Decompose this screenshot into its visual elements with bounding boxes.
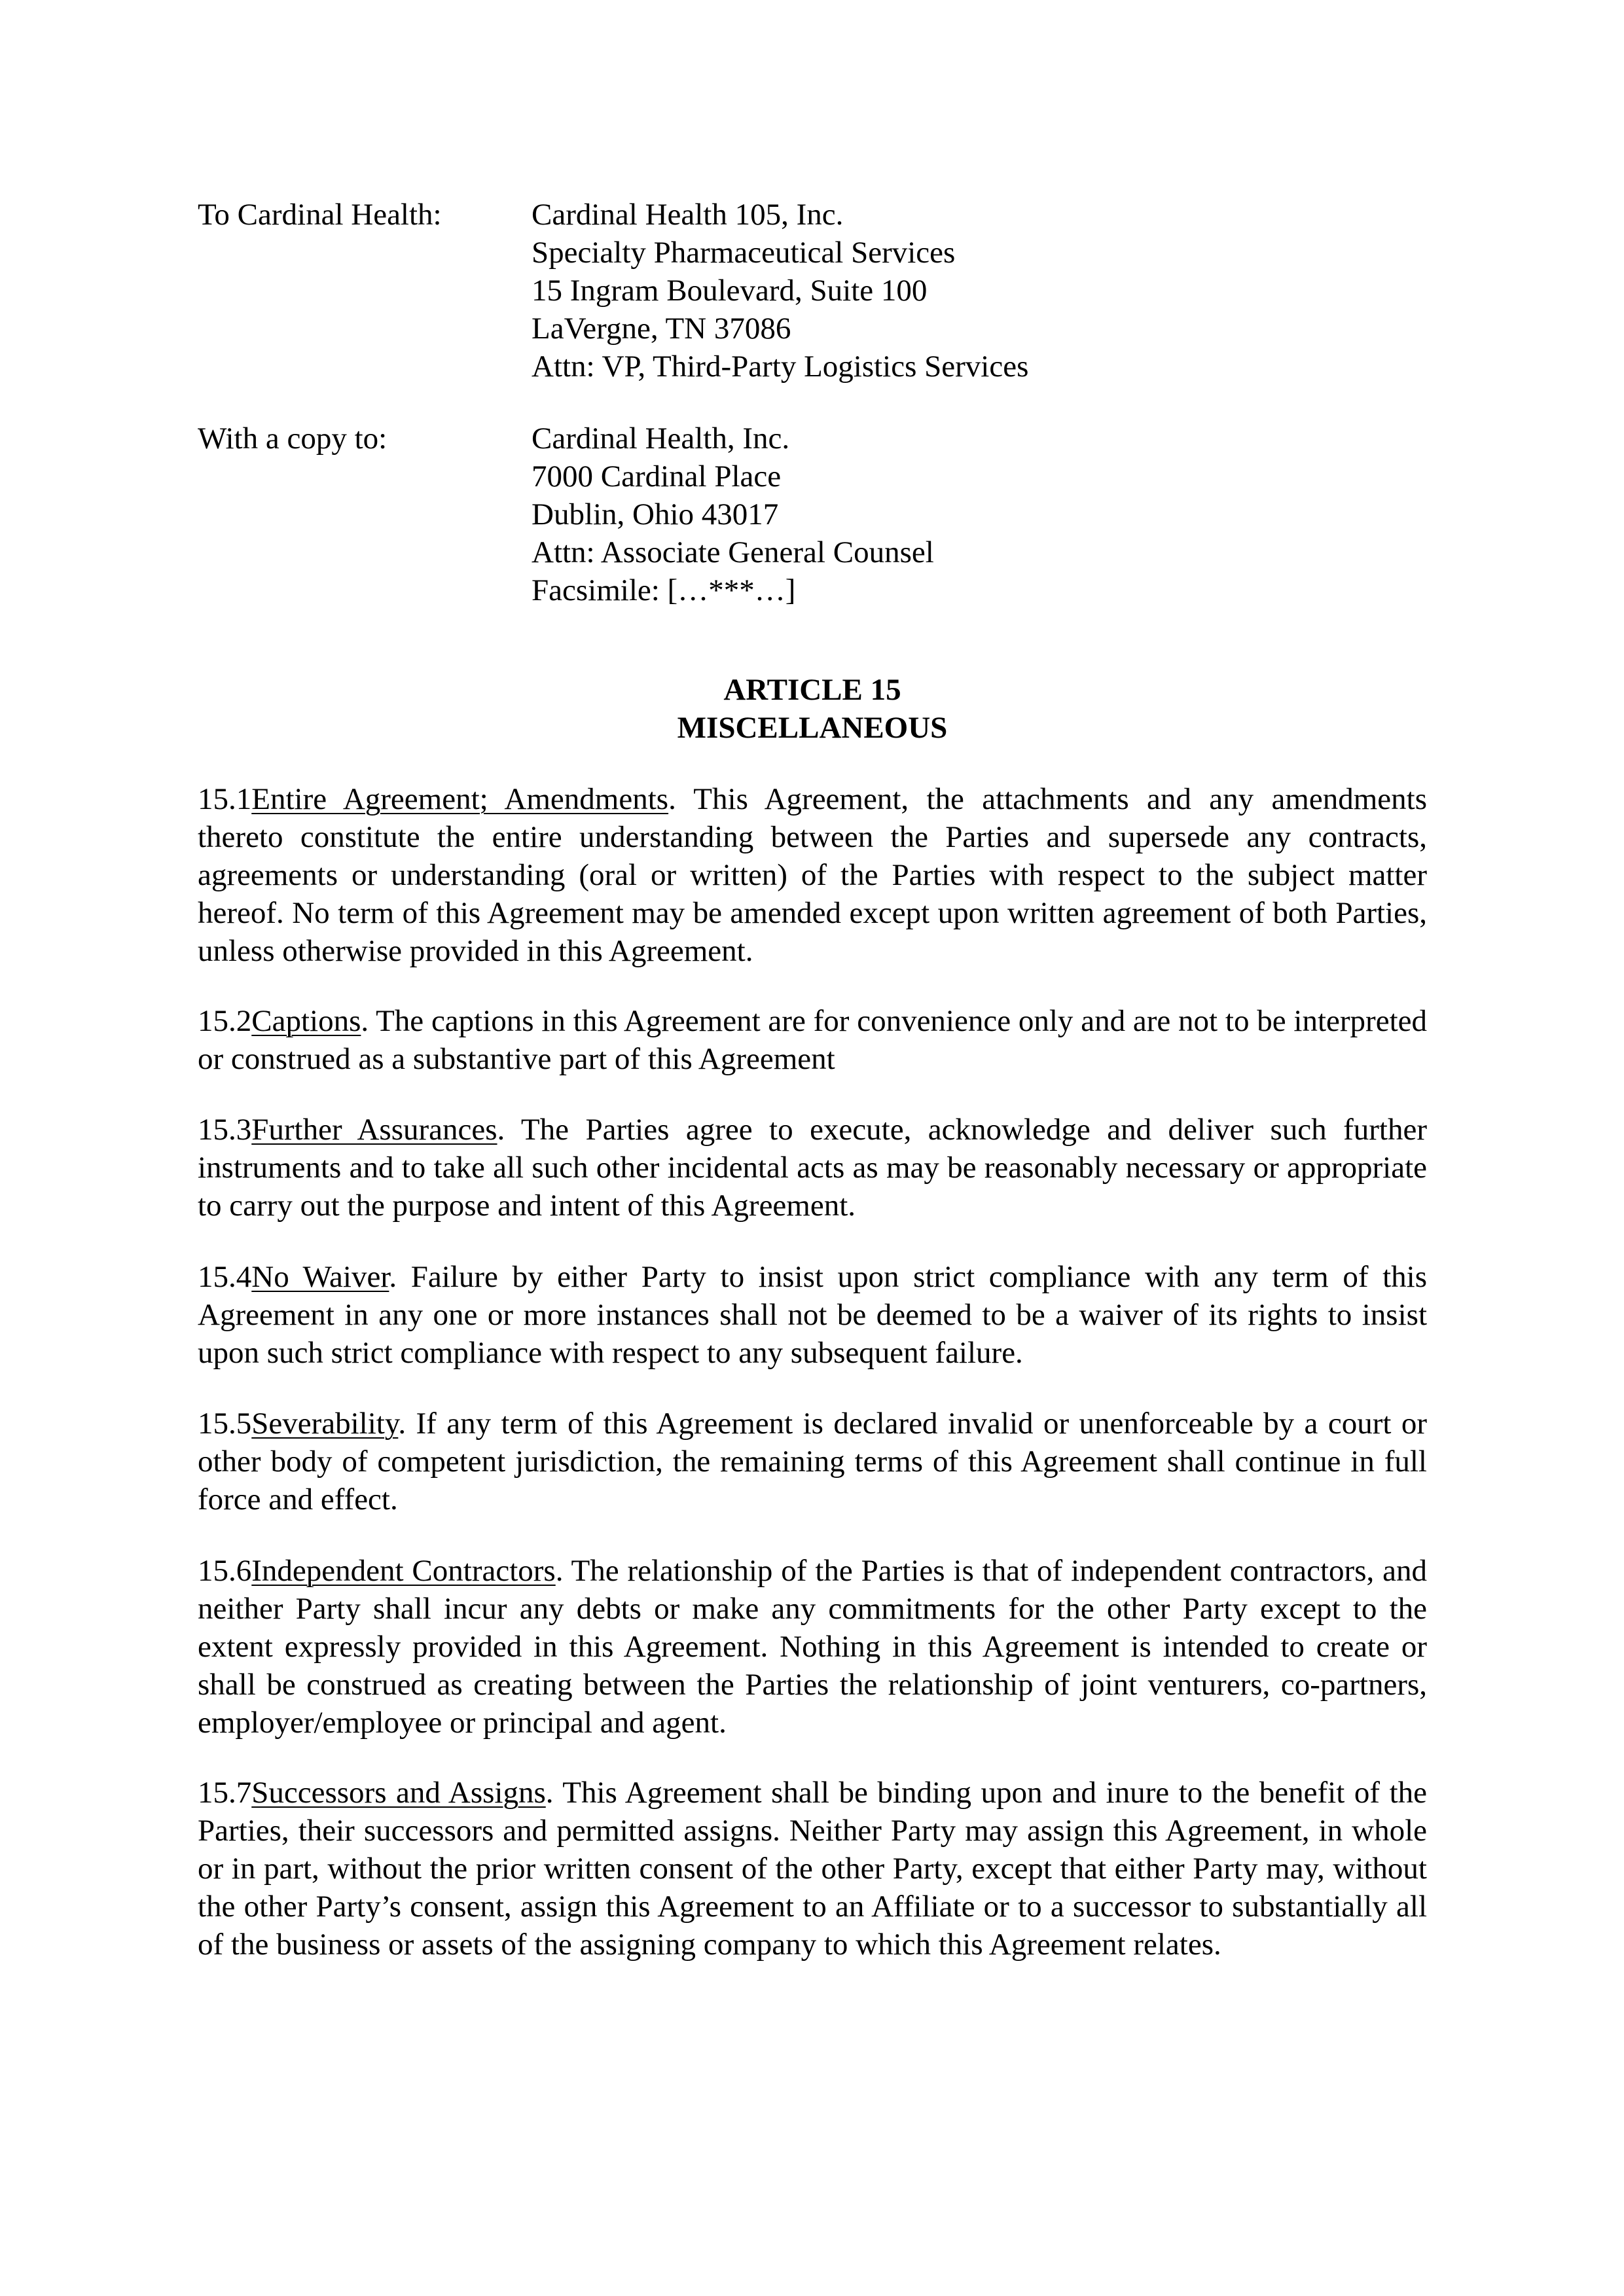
section-number: 15.3 <box>198 1113 252 1147</box>
section-heading: Severability <box>251 1407 399 1441</box>
notice-address-copy <box>198 420 1441 609</box>
address-line: Cardinal Health, Inc. <box>532 422 790 456</box>
address-line: Cardinal Health 105, Inc. <box>532 198 844 232</box>
section-heading: Captions <box>251 1004 361 1038</box>
address-line: Dublin, Ohio 43017 <box>532 497 779 531</box>
section-15-7 <box>198 1774 1427 1964</box>
section-heading: Entire Agreement; Amendments <box>251 782 669 816</box>
section-15-5 <box>198 1405 1427 1518</box>
address-line: LaVergne, TN 37086 <box>532 312 791 346</box>
address-line: 15 Ingram Boulevard, Suite 100 <box>532 274 928 308</box>
section-number: 15.5 <box>198 1407 252 1441</box>
article-title: MISCELLANEOUS <box>677 711 948 745</box>
section-15-4 <box>198 1258 1427 1372</box>
section-text: . The relationship of the Parties is that of independent contractors, and neither Party shall incur any debts or make any commitments for the other Party except to the extent expressly provided in this Agreement. Nothing in this Agreement is intended to create or shall be construed as creating between the Parties the relationship of joint venturers, co-partners, employer/employee or principal and agent. <box>198 1554 1427 1740</box>
section-text: . If any term of this Agreement is declared invalid or unenforceable by a court or other body of competent jurisdiction, the remaining terms of this Agreement shall continue in full force and effect. <box>198 1407 1427 1516</box>
section-heading: Further Assurances <box>251 1113 497 1147</box>
address-line: Specialty Pharmaceutical Services <box>532 236 956 270</box>
article-number: ARTICLE 15 <box>723 673 901 707</box>
article-heading <box>198 671 1427 747</box>
address-line: Attn: VP, Third-Party Logistics Services <box>532 350 1029 384</box>
address-line: Attn: Associate General Counsel <box>532 535 934 569</box>
section-15-2 <box>198 1002 1427 1078</box>
notice-label: With a copy to: <box>198 422 388 456</box>
address-line: Facsimile: […***…] <box>532 573 796 607</box>
section-number: 15.1 <box>198 782 252 816</box>
notice-label: To Cardinal Health: <box>198 198 442 232</box>
section-number: 15.2 <box>198 1004 252 1038</box>
section-number: 15.4 <box>198 1260 252 1294</box>
section-number: 15.6 <box>198 1554 252 1588</box>
section-15-6 <box>198 1552 1427 1742</box>
section-text: . The Parties agree to execute, acknowledge and deliver such further instruments and to take all such other incidental acts as may be reasonably necessary or appropriate to carry out the purpose and intent of this Agreement. <box>198 1113 1427 1223</box>
address-lines <box>532 420 1441 609</box>
section-text: . The captions in this Agreement are for convenience only and are not to be interpreted or construed as a substantive part of this Agreement <box>198 1004 1427 1076</box>
section-heading: Successors and Assigns <box>251 1776 546 1810</box>
section-text: . This Agreement shall be binding upon and inure to the benefit of the Parties, their successors and permitted assigns. Neither Party may assign this Agreement, in whole or in part, without the prior written consent of the other Party, except that either Party may, without the other Party’s consent, assign this Agreement to an Affiliate or to a successor to substantially all of the business or assets of the assigning company to which this Agreement relates. <box>198 1776 1427 1962</box>
section-number: 15.7 <box>198 1776 252 1810</box>
section-text: . This Agreement, the attachments and any amendments thereto constitute the entire understanding between the Parties and supersede any contracts, agreements or understanding (oral or written) of the Parties with respect to the subject matter hereof. No term of this Agreement may be amended except upon written agreement of both Parties, unless otherwise provided in this Agreement. <box>198 782 1427 968</box>
address-lines <box>532 196 1441 386</box>
section-text: . Failure by either Party to insist upon strict compliance with any term of this Agreement in any one or more instances shall not be deemed to be a waiver of its rights to insist upon such strict compliance with respect to any subsequent failure. <box>198 1260 1427 1370</box>
address-line: 7000 Cardinal Place <box>532 459 782 493</box>
section-heading: Independent Contractors <box>251 1554 556 1588</box>
notice-address-cardinal <box>198 196 1441 386</box>
section-15-1 <box>198 780 1427 970</box>
section-heading: No Waiver <box>251 1260 389 1294</box>
section-15-3 <box>198 1111 1427 1225</box>
